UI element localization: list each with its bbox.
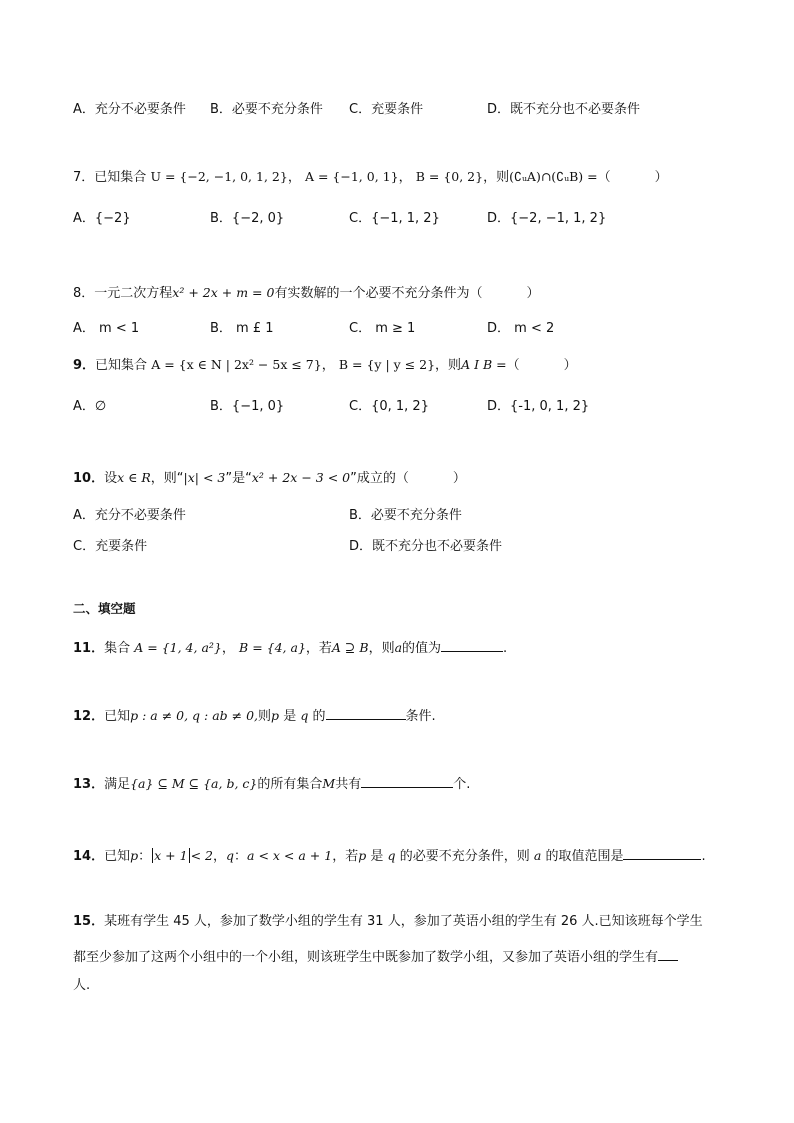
q7-option-b: B．{−2, 0} [210, 211, 285, 226]
set-a: A = {x ∈ N | 2x² − 5x ≤ 7} [151, 357, 322, 372]
answer-blank[interactable] [326, 705, 406, 720]
q8-option-c: C． m ≥ 1 [349, 321, 416, 336]
question-11: 11．集合 A = {1, 4, a²}， B = {4, a}，若A ⊇ B，则a的值为 . [73, 637, 507, 658]
question-15-line2: 都至少参加了这两个小组中的一个小组，则该班学生中既参加了数学小组，又参加了英语小组的学生有 [73, 946, 678, 967]
question-15 [73, 913, 703, 931]
answer-blank[interactable] [361, 773, 453, 788]
set-a: A = {−1, 0, 1} [304, 169, 399, 184]
question-number: 11． [73, 641, 105, 656]
q7-option-a: A．{−2} [73, 211, 131, 226]
set-u: U = {−2, −1, 0, 1, 2} [150, 169, 288, 184]
question-number: 12． [73, 709, 105, 724]
question-number: 9． [73, 358, 96, 373]
quadratic-inequality: x² + 2x − 3 < 0 [251, 470, 351, 485]
q8-option-b: B． m £ 1 [210, 321, 274, 336]
set-a: A = {1, 4, a²} [134, 640, 222, 655]
complement-expr: (∁ᵤA)∩(∁ᵤB) = [509, 169, 598, 184]
intersection-expr: A I B = [461, 357, 507, 372]
set-b: B = {y | y ≤ 2} [338, 357, 436, 372]
section-title: 二、填空题 [73, 601, 136, 616]
question-13: 13．满足{a} ⊆ M ⊆ {a, b, c}的所有集合M共有 个. [73, 773, 470, 794]
set-b: B = {4, a} [239, 640, 306, 655]
q10-option-b: B．必要不充分条件 [349, 508, 462, 523]
set-b: B = {0, 2} [415, 169, 484, 184]
q9-option-a: A．∅ [73, 399, 107, 414]
answer-blank[interactable] [441, 637, 503, 652]
question-number: 10． [73, 471, 105, 486]
question-number: 8． [73, 286, 95, 301]
question-14: 14．已知p： x + 1 < 2，q：a < x < a + 1，若p 是 q 的必要不充分条件，则 a 的取值范围是 . [73, 845, 706, 866]
question-number: 15． [73, 914, 105, 929]
q10-option-c: C．充要条件 [73, 539, 148, 554]
q8-option-a: A． m < 1 [73, 321, 140, 336]
question-9: 9．已知集合 A = {x ∈ N | 2x² − 5x ≤ 7}， B = {y | y ≤ 2}，则A I B =（ ） [73, 357, 577, 373]
q9-option-b: B．{−1, 0} [210, 399, 285, 414]
q6-option-a: A．充分不必要条件 [73, 102, 186, 117]
question-7: 7．已知集合 U = {−2, −1, 0, 1, 2}， A = {−1, 0, 1}， B = {0, 2}，则(∁ᵤA)∩(∁ᵤB) =（ ） [73, 169, 668, 185]
quadratic-equation: x² + 2x + m = 0 [172, 285, 275, 300]
question-10: 10．设x ∈ R，则“|x| < 3”是“x² + 2x − 3 < 0”成立的（ ） [73, 470, 466, 486]
q9-option-d: D．{-1, 0, 1, 2} [487, 399, 590, 414]
q6-option-d: D．既不充分也不必要条件 [487, 102, 641, 117]
question-number: 13． [73, 777, 105, 792]
q10-option-d: D．既不充分也不必要条件 [349, 539, 503, 554]
q7-option-d: D．{−2, −1, 1, 2} [487, 211, 607, 226]
question-12: 12．已知p : a ≠ 0, q : ab ≠ 0,则p 是 q 的 条件. [73, 705, 436, 726]
question-15-line3: 人. [73, 978, 91, 993]
q9-option-c: C．{0, 1, 2} [349, 399, 429, 414]
question-number: 14． [73, 849, 105, 864]
q7-option-c: C．{−1, 1, 2} [349, 211, 440, 226]
q8-option-d: D． m < 2 [487, 321, 555, 336]
answer-blank[interactable] [658, 946, 678, 961]
question-number: 7． [73, 170, 95, 185]
q15-line1: 某班有学生 45 人，参加了数学小组的学生有 31 人，参加了英语小组的学生有 26 人.已知该班每个学生 [104, 914, 703, 929]
answer-blank[interactable] [623, 845, 701, 860]
abs-inequality: |x| < 3 [183, 470, 226, 485]
q6-option-c: C．充要条件 [349, 102, 424, 117]
q10-option-a: A．充分不必要条件 [73, 508, 186, 523]
question-8: 8．一元二次方程x² + 2x + m = 0有实数解的一个必要不充分条件为（ ） [73, 285, 540, 301]
q6-option-b: B．必要不充分条件 [210, 102, 323, 117]
